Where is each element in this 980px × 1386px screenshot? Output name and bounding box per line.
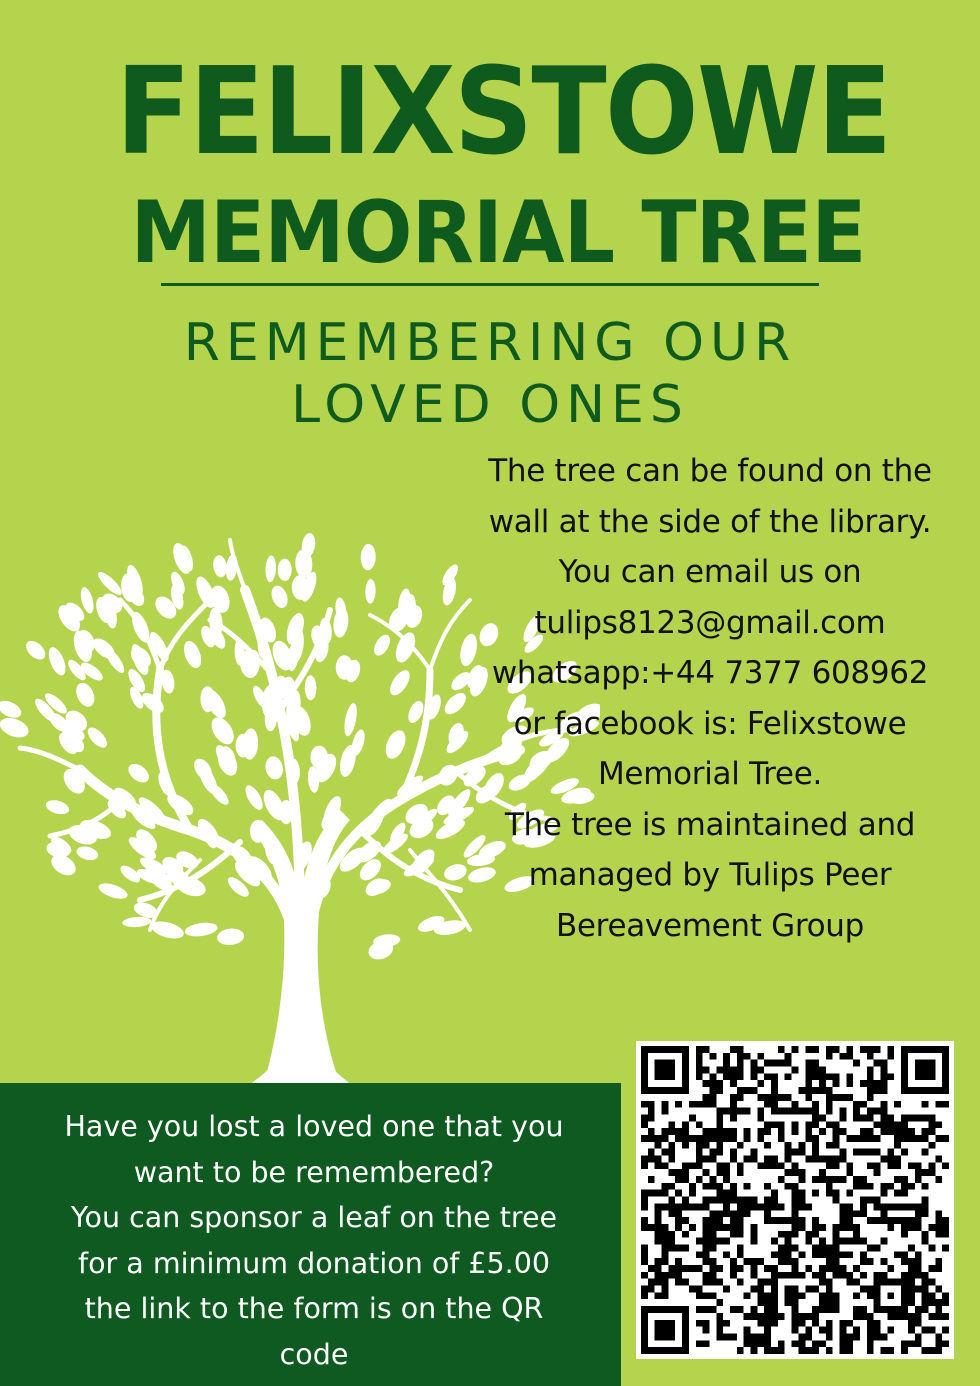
- leaf: [263, 755, 285, 781]
- leaf: [242, 783, 266, 813]
- title-memorial-tree: MEMORIAL TREE: [130, 183, 866, 283]
- leaf: [84, 724, 110, 751]
- info-line-facebook-2: Memorial Tree.: [597, 756, 823, 792]
- title-felixstowe: FELIXSTOWE: [115, 43, 891, 182]
- sponsor-line-2: want to be remembered?: [133, 1155, 495, 1189]
- sponsor-line-3: You can sponsor a leaf on the tree: [70, 1201, 558, 1234]
- info-line-facebook-1: or facebook is: Felixstowe: [513, 705, 907, 742]
- leaf: [382, 727, 410, 762]
- info-line-location-2: wall at the side of the library.: [488, 503, 932, 540]
- leaf: [73, 680, 98, 710]
- leaf: [45, 839, 72, 859]
- leaf: [305, 675, 317, 700]
- info-line-whatsapp: whatsapp:+44 7377 608962: [491, 655, 929, 691]
- leaf: [125, 760, 153, 786]
- leaf: [360, 544, 376, 571]
- leaf: [365, 579, 376, 604]
- subtitle-line-1: REMEMBERING OUR: [183, 313, 797, 373]
- leaf: [200, 686, 215, 712]
- title-divider: [161, 283, 819, 286]
- info-line-email-intro: You can email us on: [558, 554, 862, 590]
- info-line-managed-2: managed by Tulips Peer: [528, 857, 892, 893]
- leaf: [184, 921, 219, 938]
- leaf: [23, 637, 49, 663]
- leaf: [336, 655, 353, 679]
- subtitle: [0, 312, 980, 436]
- leaf: [0, 714, 31, 741]
- leaf: [265, 555, 277, 583]
- info-line-email: tulips8123@gmail.com: [534, 604, 886, 641]
- leaf: [44, 798, 71, 817]
- leaf: [371, 632, 394, 658]
- sponsor-line-6: code: [279, 1337, 349, 1371]
- info-line-location-1: The tree can be found on the: [488, 453, 932, 489]
- info-text: [438, 446, 980, 951]
- leaf: [97, 880, 130, 902]
- info-line-managed-1: The tree is maintained and: [504, 806, 916, 843]
- leaf: [0, 697, 24, 721]
- sponsor-line-4: for a minimum donation of £5.00: [78, 1246, 550, 1280]
- leaf: [207, 781, 232, 808]
- sponsor-text: [0, 1104, 628, 1377]
- leaf: [212, 554, 228, 578]
- leaf: [386, 667, 413, 699]
- qr-code-icon: [641, 1046, 949, 1354]
- subtitle-line-2: LOVED ONES: [291, 375, 689, 435]
- qr-code[interactable]: [636, 1041, 954, 1359]
- info-line-managed-3: Bereavement Group: [555, 907, 865, 944]
- leaf: [75, 844, 100, 862]
- leaf: [278, 559, 292, 581]
- leaf: [216, 927, 245, 946]
- sponsor-line-1: Have you lost a loved one that you: [64, 1110, 564, 1143]
- leaf: [122, 916, 152, 928]
- leaf: [269, 583, 291, 610]
- leaf: [207, 713, 238, 748]
- leaf: [342, 702, 359, 737]
- leaf: [181, 639, 205, 671]
- leaf: [45, 645, 69, 678]
- sponsor-line-5: the link to the form is on the QR: [84, 1292, 544, 1325]
